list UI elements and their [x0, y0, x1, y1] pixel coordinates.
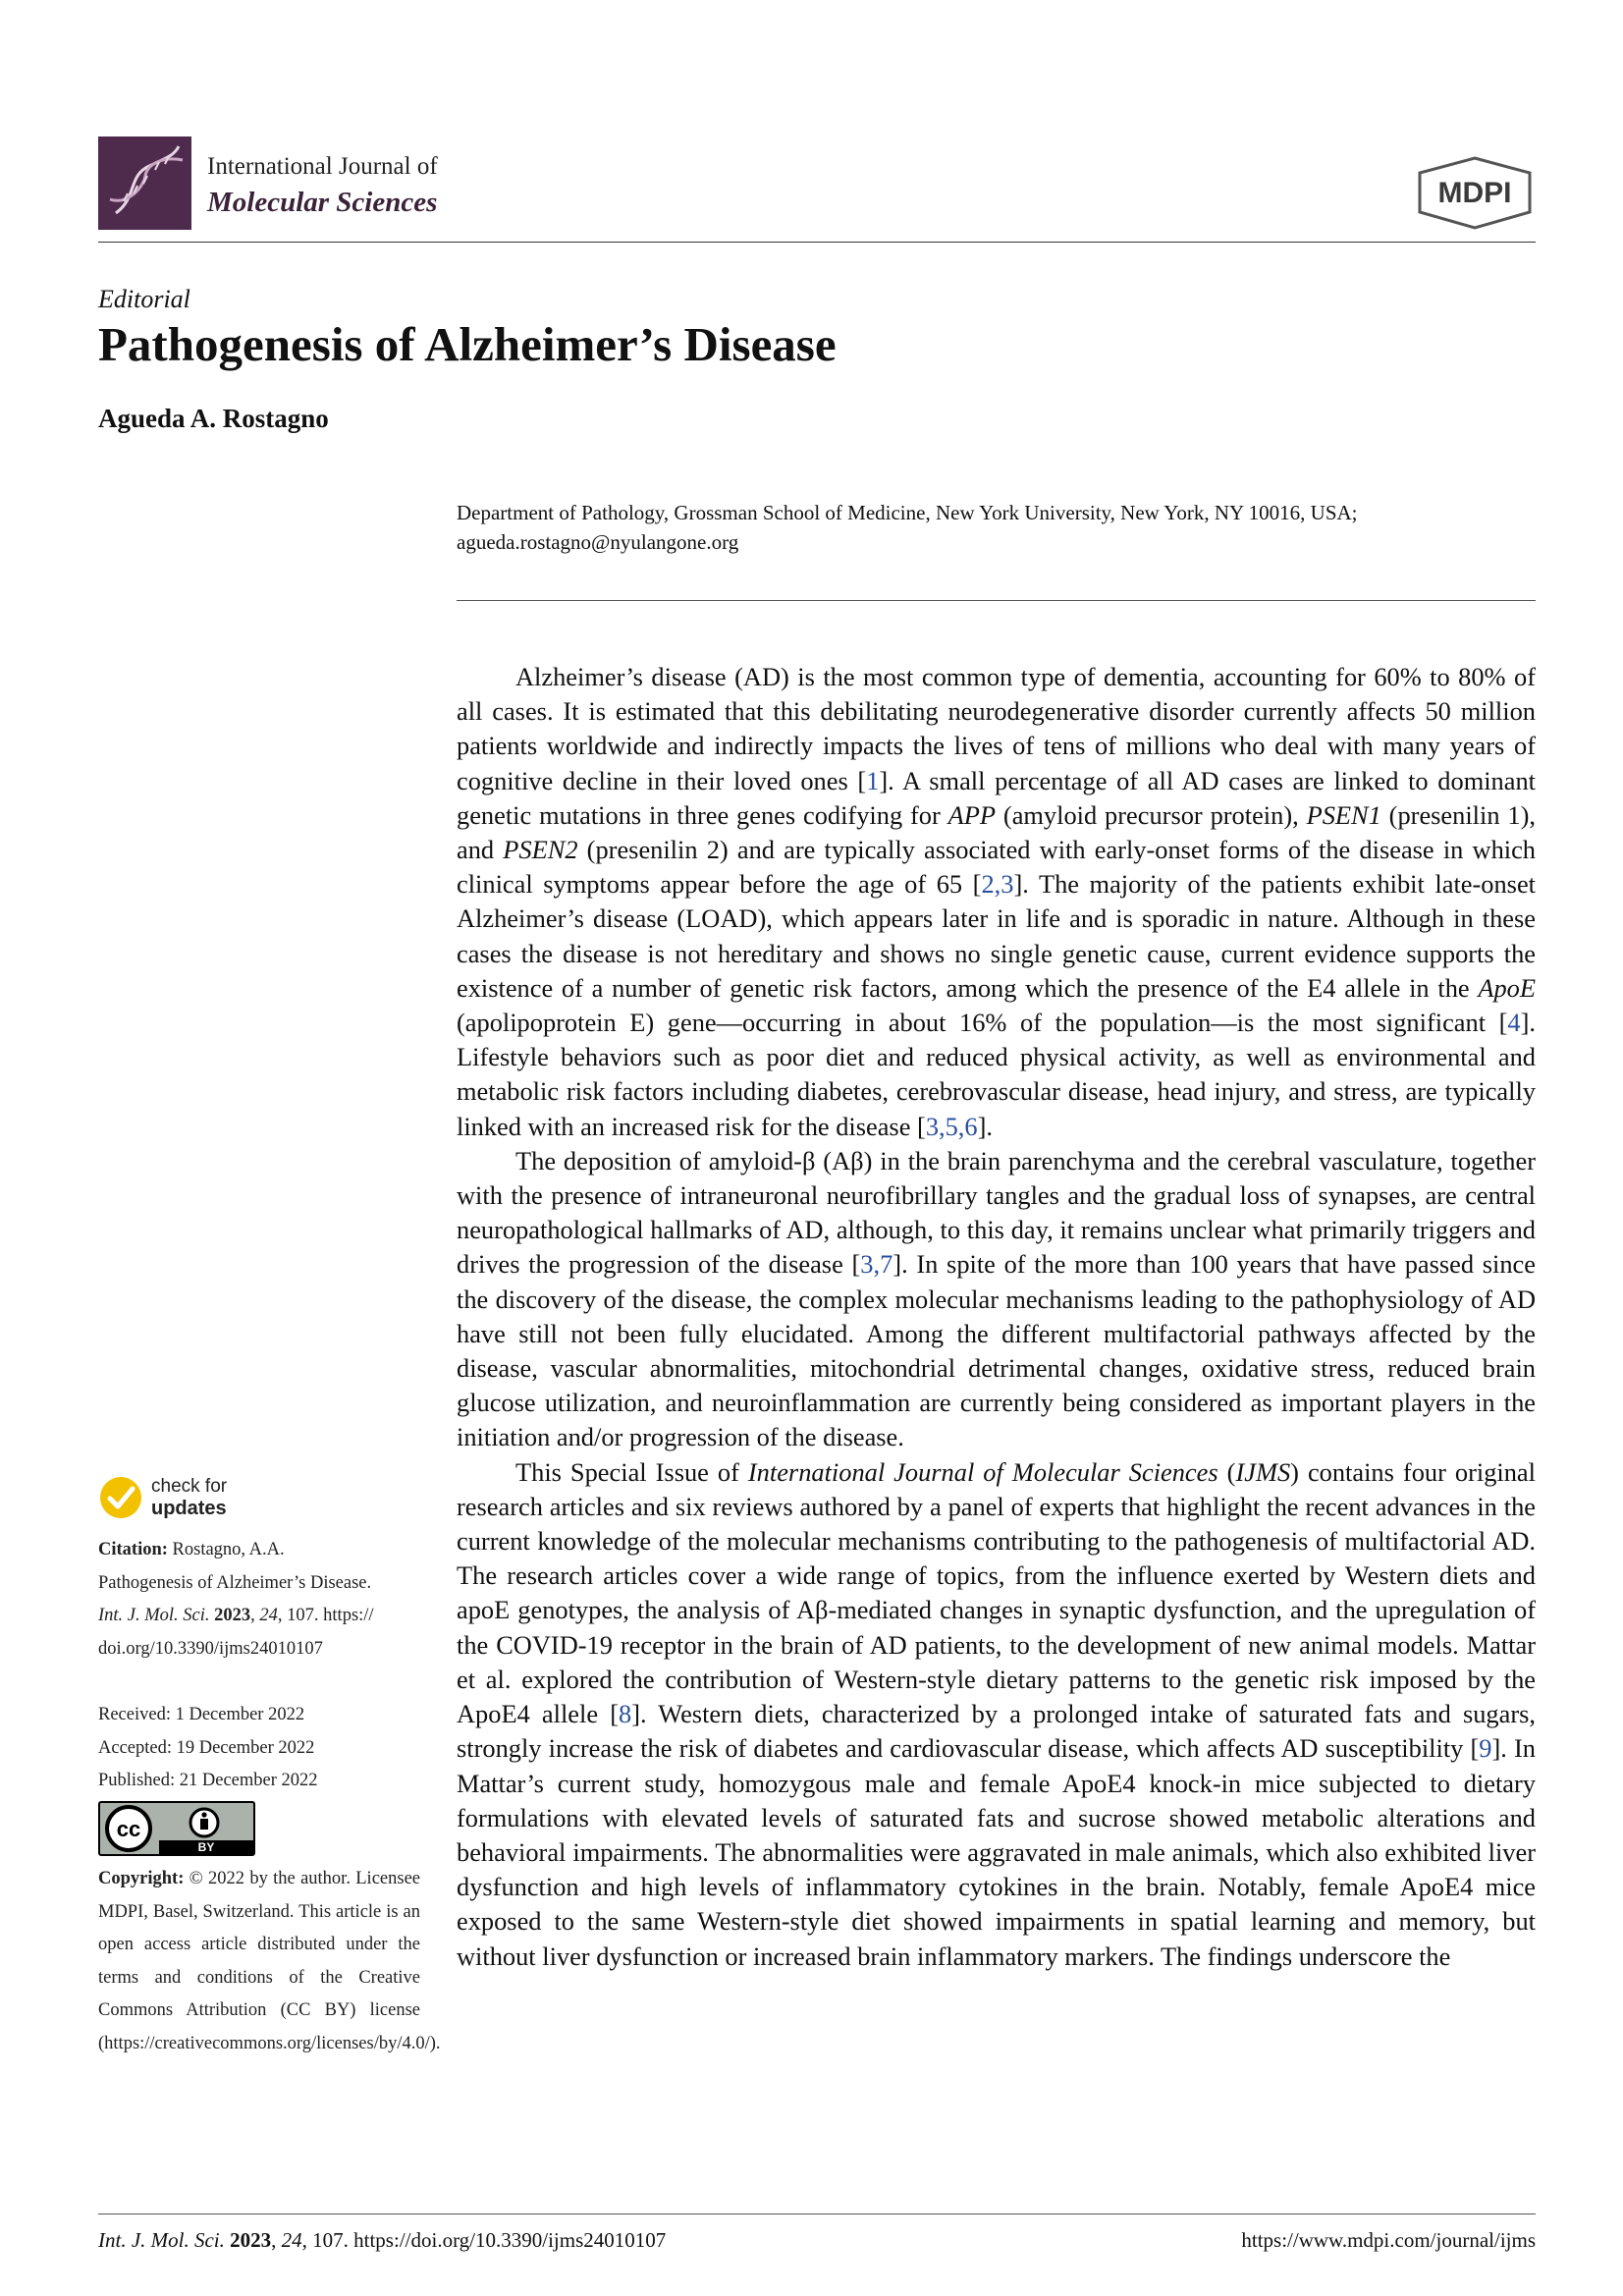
- footer-doi[interactable]: , 107. https://doi.org/10.3390/ijms24010107: [301, 2228, 667, 2252]
- gene-name: ApoE: [1478, 972, 1536, 1003]
- reference-link[interactable]: 3,5,6: [925, 1111, 978, 1141]
- citation-year: 2023: [214, 1606, 251, 1625]
- citation-volume: 24: [259, 1606, 278, 1625]
- citation-label: Citation:: [98, 1540, 168, 1559]
- author-name: Agueda A. Rostagno: [98, 404, 329, 433]
- footer-citation: Int. J. Mol. Sci. 2023, 24, 107. https://doi.org/10.3390/ijms24010107: [98, 2228, 667, 2252]
- citation-doi[interactable]: doi.org/10.3390/ijms24010107: [98, 1638, 323, 1659]
- article-type: Editorial: [98, 285, 190, 313]
- body-paragraph-3: This Special Issue of International Journal of Molecular Sciences (IJMS) contains four original research articles and six reviews authored by a panel of experts that highlight the recent advances in the current knowledge of the molecular mechanisms contributing to the pathogenesis of multifactorial AD. The research articles cover a wide range of topics, from the influence exerted by Western diets and apoE genotypes, the analysis of Aβ-mediated changes in synaptic dysfunction, and the upregulation of the COVID-19 receptor in the brain of AD patients, to the development of new animal models. Mattar et al. explored the contribution of Western-style dietary patterns to the genetic risk imposed by the ApoE4 allele [8]. Western diets, characterized by a prolonged intake of saturated fats and sugars, strongly increase the risk of diabetes and cardiovascular disease, which affects AD susceptibility [9]. In Mattar’s current study, homozygous male and female ApoE4 knock-in mice subjected to dietary formulations with elevated levels of saturated fats and sucrose showed metabolic alterations and behavioral impairments. The abnormalities were aggravated in male animals, which also exhibited liver dysfunction and high levels of inflammatory cytokines in the brain. Notably, female ApoE4 mice exposed to the same Western-style diet showed impairments in spatial learning and memory, but without liver dysfunction or increased brain inflammatory markers. The findings underscore the: [457, 1456, 1536, 1971]
- reference-link[interactable]: 3,7: [860, 1249, 893, 1280]
- affiliation: [457, 498, 1536, 557]
- reference-link[interactable]: 4: [1507, 1008, 1521, 1038]
- header-divider: [98, 242, 1536, 243]
- article-title: Pathogenesis of Alzheimer’s Disease: [98, 317, 837, 371]
- copyright-label: Copyright:: [98, 1869, 185, 1888]
- mdpi-hexagon-icon: [1414, 155, 1536, 232]
- cc-by-license-badge[interactable]: [98, 1801, 255, 1861]
- reference-link[interactable]: 2,3: [981, 869, 1014, 900]
- body-paragraph-1: Alzheimer’s disease (AD) is the most common type of dementia, accounting for 60% to 80% of all cases. It is estimated that this debilitating neurodegenerative disorder currently affects 50 million patients worldwide and indirectly impacts the lives of tens of millions who deal with many years of cognitive decline in their loved ones [1]. A small percentage of all AD cases are linked to dominant genetic mutations in three genes codifying for APP (amyloid precursor protein), PSEN1 (presenilin 1), and PSEN2 (presenilin 2) and are typically associated with early-onset forms of the disease in which clinical symptoms appear before the age of 65 [2,3]. The majority of the patients exhibit late-onset Alzheimer’s disease (LOAD), which appears later in life and is sporadic in nature. Although in these cases the disease is not hereditary and shows no single genetic cause, current evidence supports the existence of a number of genetic risk factors, among which the presence of the E4 allele in the ApoE (apolipoprotein E) gene—occurring in about 16% of the population—is the most significant [4]. Lifestyle behaviors such as poor diet and reduced physical activity, as well as environmental and metabolic risk factors including diabetes, cerebrovascular disease, head injury, and stress, are typically linked with an increased risk for the disease [3,5,6].: [457, 662, 1537, 1141]
- article-body: [457, 660, 1536, 1974]
- copyright-notice: [98, 1863, 441, 2060]
- check-updates-line1: check for: [151, 1476, 228, 1497]
- affiliation-divider: [457, 600, 1536, 601]
- citation-title: Pathogenesis of Alzheimer’s Disease.: [98, 1572, 372, 1593]
- check-updates-line2: updates: [151, 1498, 227, 1519]
- check-for-updates-badge[interactable]: [98, 1475, 227, 1520]
- creative-commons-icon: [98, 1801, 255, 1856]
- copyright-text: © 2022 by the author. Licensee MDPI, Basel, Switzerland. This article is an open access article distributed under the terms and conditions of the Creative Commons Attribution (CC BY) license (https://creativecommons.org/licenses/by/4.0/).: [98, 1869, 441, 2053]
- accepted-date: Accepted: 19 December 2022: [98, 1737, 315, 1758]
- gene-name: PSEN2: [503, 835, 578, 865]
- journal-name-inline: International Journal of Molecular Sciences: [747, 1456, 1218, 1487]
- mdpi-logo[interactable]: [1414, 155, 1536, 237]
- svg-text:cc: cc: [116, 1817, 141, 1841]
- citation-authors: Rostagno, A.A.: [167, 1540, 285, 1559]
- publisher-name: MDPI: [1437, 177, 1512, 209]
- body-paragraph-2: The deposition of amyloid-β (Aβ) in the brain parenchyma and the cerebral vasculature, together with the presence of intraneuronal neurofibrillary tangles and the gradual loss of synapses, are central neuropathological hallmarks of AD, although, to this day, it remains unclear what primarily triggers and drives the progression of the disease [3,7]. In spite of the more than 100 years that have passed since the discovery of the disease, the complex molecular mechanisms leading to the pathophysiology of AD have still not been fully elucidated. Among the different multifactorial pathways affected by the disease, vascular abnormalities, mitochondrial detrimental changes, oxidative stress, reduced brain glucose utilization, and neuroinflammation are currently being considered as important players in the initiation and/or progression of the disease.: [457, 1145, 1536, 1452]
- reference-link[interactable]: 1: [866, 765, 880, 795]
- footer-journal-url[interactable]: https://www.mdpi.com/journal/ijms: [1241, 2228, 1536, 2252]
- journal-name-line1: International Journal of: [207, 153, 438, 180]
- journal-logo: [98, 137, 191, 230]
- gene-name: PSEN1: [1306, 799, 1381, 830]
- dna-helix-icon: [98, 137, 191, 230]
- journal-abbrev-inline: IJMS: [1235, 1456, 1291, 1487]
- citation-journal: Int. J. Mol. Sci.: [98, 1606, 210, 1625]
- reference-link[interactable]: 9: [1479, 1733, 1492, 1764]
- affiliation-address: Department of Pathology, Grossman School of Medicine, New York University, New York, NY 10016, USA;: [457, 501, 1358, 524]
- journal-name-line2: Molecular Sciences: [207, 187, 438, 218]
- citation-block: Citation: Rostagno, A.A. Pathogenesis of Alzheimer’s Disease. Int. J. Mol. Sci. 2023, 24, 107. https:// doi.org/10.3390/ijms24010107: [98, 1534, 420, 1666]
- gene-name: APP: [947, 799, 997, 830]
- cc-by-label: BY: [197, 1840, 215, 1854]
- received-date: Received: 1 December 2022: [98, 1705, 305, 1724]
- published-date: Published: 21 December 2022: [98, 1771, 318, 1790]
- author-email[interactable]: agueda.rostagno@nyulangone.org: [457, 530, 739, 554]
- article-sidebar: [98, 1534, 420, 1798]
- reference-link[interactable]: 8: [619, 1699, 632, 1729]
- check-updates-icon: [98, 1475, 143, 1520]
